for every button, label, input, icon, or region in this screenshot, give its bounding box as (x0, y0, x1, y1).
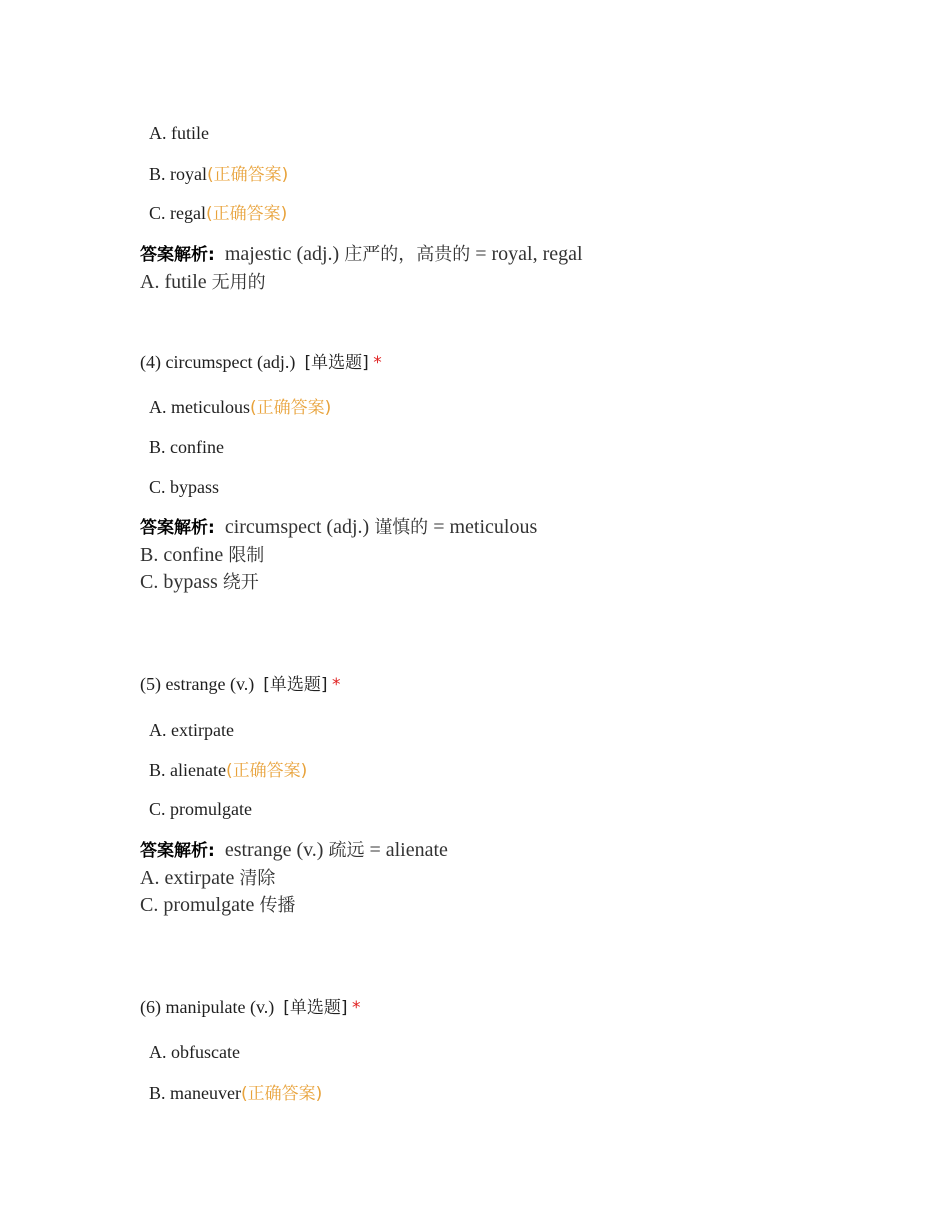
analysis-label: 答案解析: (140, 841, 215, 861)
correct-answer-tag: (正确答案) (225, 761, 308, 781)
q4-option-c[interactable]: C. bypass (149, 477, 220, 497)
explanation-line: C. promulgate 传播 (140, 894, 296, 916)
explanation-line: 答案解析: estrange (v.) 疏远 = alienate (140, 839, 448, 861)
analysis-label: 答案解析: (140, 518, 215, 538)
question-type: [单选题] (263, 675, 328, 695)
q5-explanation (140, 837, 448, 919)
explanation-line: 答案解析: majestic (adj.) 庄严的，高贵的 = royal, regal (140, 243, 583, 265)
q6-option-a[interactable]: A. obfuscate (149, 1042, 240, 1062)
q3-option-b[interactable]: B. royal(正确答案) (149, 164, 289, 185)
q6-title: (6) manipulate (v.) [单选题] * (140, 997, 361, 1018)
correct-answer-tag: (正确答案) (207, 165, 289, 185)
q4-option-a[interactable]: A. meticulous(正确答案) (149, 397, 332, 418)
explanation-line: 答案解析: circumspect (adj.) 谨慎的 = meticulous (140, 516, 538, 538)
q5-option-b[interactable]: B. alienate(正确答案) (149, 760, 308, 781)
required-mark: * (373, 353, 382, 373)
q5-option-c[interactable]: C. promulgate (149, 799, 252, 819)
explanation-line: B. confine 限制 (140, 544, 265, 566)
required-mark: * (352, 998, 361, 1018)
question-type: [单选题] (304, 353, 369, 373)
required-mark: * (332, 675, 341, 695)
question-type: [单选题] (283, 998, 348, 1018)
q4-option-b[interactable]: B. confine (149, 437, 224, 457)
explanation-line: A. extirpate 清除 (140, 867, 276, 889)
explanation-line: C. bypass 绕开 (140, 571, 259, 593)
q4-explanation (140, 514, 537, 596)
correct-answer-tag: (正确答案) (205, 204, 288, 224)
correct-answer-tag: (正确答案) (250, 398, 332, 418)
q3-option-a[interactable]: A. futile (149, 123, 209, 143)
explanation-line: A. futile 无用的 (140, 271, 266, 293)
q5-title: (5) estrange (v.) [单选题] * (140, 674, 341, 695)
q4-title: (4) circumspect (adj.) [单选题] * (140, 352, 382, 373)
analysis-label: 答案解析: (140, 245, 215, 265)
correct-answer-tag: (正确答案) (240, 1084, 323, 1104)
q3-explanation (140, 241, 583, 296)
q6-option-b[interactable]: B. maneuver(正确答案) (149, 1083, 323, 1104)
q5-option-a[interactable]: A. extirpate (149, 720, 234, 740)
q3-option-c[interactable]: C. regal(正确答案) (149, 203, 288, 224)
